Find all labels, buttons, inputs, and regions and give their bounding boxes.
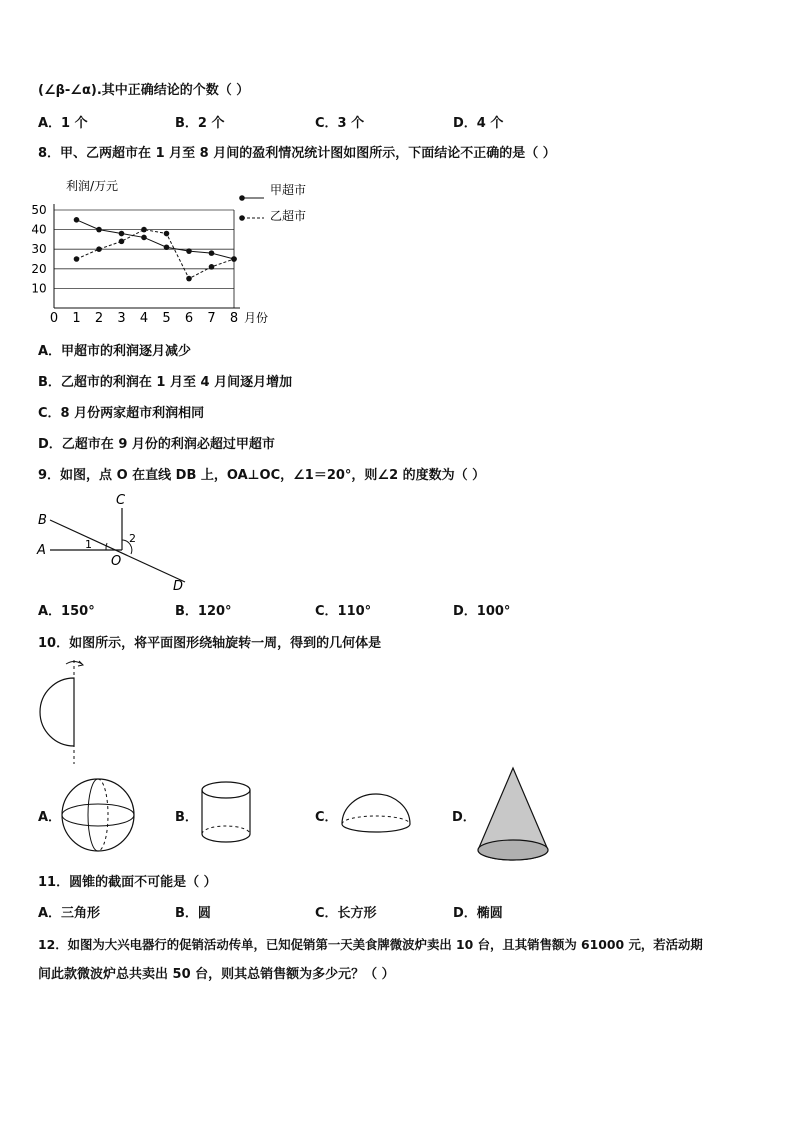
series-2-point <box>96 246 102 252</box>
x-tick-label: 6 <box>184 311 194 326</box>
q9-option-d[interactable]: D．100° <box>453 604 511 619</box>
q11-stem: 11．圆锥的截面不可能是（ ） <box>38 875 217 890</box>
q11-option-b[interactable]: B．圆 <box>175 906 211 921</box>
q10-option-a[interactable]: A． <box>38 810 62 825</box>
y-tick-label: 40 <box>31 222 47 237</box>
q9-option-a[interactable]: A．150° <box>38 604 95 619</box>
q11-options <box>38 905 738 923</box>
q9-angle-figure <box>30 490 200 595</box>
sphere-icon <box>58 773 142 857</box>
hemisphere-icon <box>338 790 414 840</box>
label-b: B <box>38 513 47 528</box>
label-o: O <box>111 554 122 569</box>
y-axis-title: 利润/万元 <box>66 179 119 193</box>
q8-option-d[interactable]: D．乙超市在 9 月份的利润必超过甲超市 <box>38 437 275 452</box>
q9-options <box>38 603 738 621</box>
q10-option-c[interactable]: C． <box>315 810 338 825</box>
legend-label-2: 乙超市 <box>270 209 307 223</box>
q8-stem: 8．甲、乙两超市在 1 月至 8 月间的盈利情况统计图如图所示，下面结论不正确的是（ ） <box>38 146 556 161</box>
x-tick-label: 5 <box>162 311 171 326</box>
series-1-point <box>96 227 102 233</box>
q8-option-a[interactable]: A．甲超市的利润逐月减少 <box>38 344 192 359</box>
q10-stem: 10．如图所示，将平面图形绕轴旋转一周，得到的几何体是 <box>38 636 382 651</box>
cone-icon <box>474 764 554 864</box>
q7-options <box>38 115 738 133</box>
series-1-point <box>74 217 80 223</box>
series-1-point <box>141 235 147 241</box>
series-1-point <box>164 244 170 250</box>
series-1-point <box>186 248 192 254</box>
q11-option-c[interactable]: C．长方形 <box>315 906 377 921</box>
half-disc-shape <box>40 678 74 746</box>
q9-option-b[interactable]: B．120° <box>175 604 232 619</box>
q7-option-a[interactable]: A．1 个 <box>38 116 88 131</box>
label-angle1: 1 <box>85 538 92 551</box>
label-c: C <box>116 493 126 508</box>
q9-option-c[interactable]: C．110° <box>315 604 372 619</box>
x-tick-label: 7 <box>207 311 216 326</box>
q7-option-b[interactable]: B．2 个 <box>175 116 225 131</box>
series-2-point <box>164 231 170 237</box>
y-tick-label: 20 <box>31 261 47 276</box>
label-a: A <box>37 543 46 558</box>
y-tick-label: 50 <box>31 203 47 217</box>
q12-line2: 间此款微波炉总共卖出 50 台，则其总销售额为多少元？（ ） <box>38 967 395 982</box>
q8-option-c[interactable]: C．8 月份两家超市利润相同 <box>38 406 205 421</box>
x-tick-label: 2 <box>94 311 104 326</box>
label-d: D <box>173 579 184 594</box>
q12-line1: 12．如图为大兴电器行的促销活动传单，已知促销第一天美食牌微波炉卖出 10 台，且其销售额为 61000 元，若活动期 <box>38 937 703 952</box>
series-2-point <box>74 256 80 262</box>
q10-option-d[interactable]: D． <box>452 810 476 825</box>
q8-line-chart <box>30 168 330 338</box>
q8-option-b[interactable]: B．乙超市的利润在 1 月至 4 月间逐月增加 <box>38 375 293 390</box>
q7-option-d[interactable]: D．4 个 <box>453 116 504 131</box>
legend-label-1: 甲超市 <box>270 183 307 197</box>
series-2-point <box>209 264 215 270</box>
y-tick-label: 30 <box>31 242 47 257</box>
q10-option-b[interactable]: B． <box>175 810 198 825</box>
series-2-point <box>119 239 125 245</box>
x-tick-label: 3 <box>117 311 126 326</box>
x-tick-label: 8 <box>229 311 239 326</box>
q11-option-a[interactable]: A．三角形 <box>38 906 101 921</box>
series-2-point <box>141 227 147 233</box>
x-tick-label: 4 <box>139 311 149 326</box>
series-2-point <box>231 256 237 262</box>
cylinder-icon <box>196 778 260 848</box>
q9-stem: 9．如图，点 O 在直线 DB 上，OA⊥OC，∠1＝20°，则∠2 的度数为（ ） <box>38 468 486 483</box>
series-1-point <box>119 231 125 237</box>
q10-half-circle-figure <box>30 656 90 766</box>
series-2-point <box>186 276 192 282</box>
label-angle2: 2 <box>129 532 136 545</box>
q11-option-d[interactable]: D．椭圆 <box>453 906 503 921</box>
y-tick-label: 10 <box>31 281 47 296</box>
origin-label: 0 <box>49 311 59 326</box>
q7-option-c[interactable]: C．3 个 <box>315 116 365 131</box>
x-axis-title: 月份 <box>244 311 269 325</box>
x-tick-label: 1 <box>72 311 81 326</box>
series-1-point <box>209 250 215 256</box>
line-bd <box>50 520 185 582</box>
q7-tail: (∠β-∠α).其中正确结论的个数（ ） <box>38 83 250 98</box>
